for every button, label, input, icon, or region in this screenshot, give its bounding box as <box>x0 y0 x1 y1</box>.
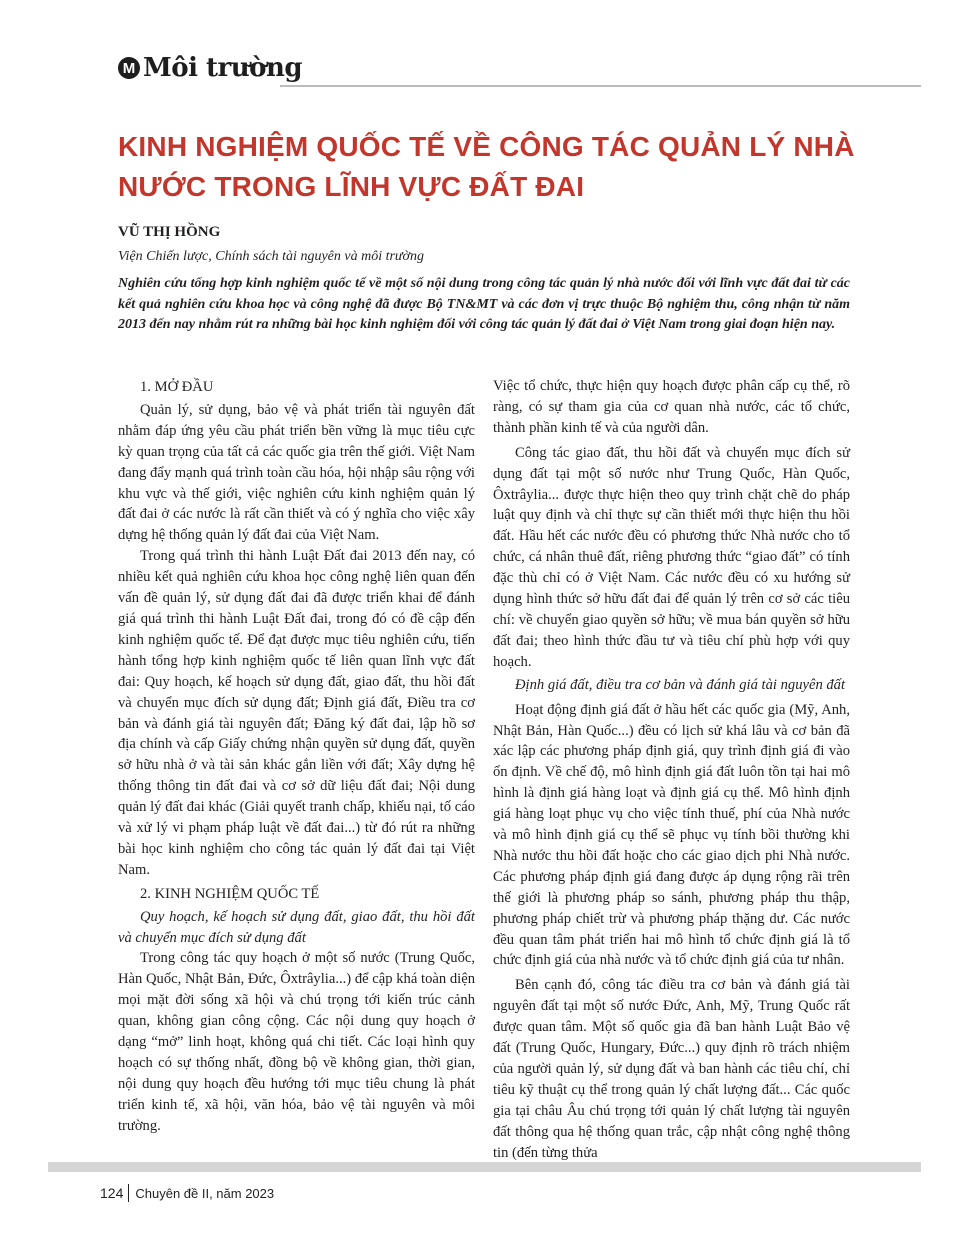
author-affiliation: Viện Chiến lược, Chính sách tài nguyên và môi trường <box>118 249 425 264</box>
paragraph: Việc tổ chức, thực hiện quy hoạch được phân cấp cụ thể, rõ ràng, có sự tham gia của cơ quan nhà nước, các tổ chức, thành phần kinh tế và của người dân. <box>493 378 850 436</box>
paragraph: Trong quá trình thi hành Luật Đất đai 2013 đến nay, có nhiều kết quả nghiên cứu khoa học công nghệ liên quan đến vấn đề quản lý, sử dụng đất đai đã được triển khai để đánh giá quá trình thi hành Luật Đất đai, trong đó có đề cập đến kinh nghiệm quốc tế. Để đạt được mục tiêu nghiên cứu, tiến hành tổng hợp kinh nghiệm quốc tế liên quan lĩnh vực đất đai: Quy hoạch, kế hoạch sử dụng đất, giao đất, thu hồi đất và chuyển mục đích sử dụng đất; Định giá đất, Điều tra cơ bản và đánh giá tài nguyên đất; Đăng ký đất đai, lập hồ sơ địa chính và cấp Giấy chứng nhận quyền sử dụng đất, quyền sở hữu nhà ở và tài sản khác gắn liền với đất; Xây dựng hệ thống thông tin đất đai và cơ sở dữ liệu đất đai; Nội dung quản lý đất đai khác (Giải quyết tranh chấp, khiếu nại, tố cáo và xử lý vi phạm pháp luật về đất đai...) từ đó rút ra những bài học kinh nghiệm cho công tác quản lý đất đai tại Việt Nam. <box>118 548 475 878</box>
section-heading-international: 2. KINH NGHIỆM QUỐC TẾ <box>140 885 320 902</box>
right-column <box>493 376 850 1164</box>
paragraph: Quản lý, sử dụng, bảo vệ và phát triển tài nguyên đất nhằm đáp ứng yêu cầu phát triển bền vững là mục tiêu cực kỳ quan trọng của tất cả các quốc gia trên thế giới. Việt Nam đang đẩy mạnh quá trình toàn cầu hóa, hội nhập sâu rộng với khu vực và thế giới, việc nghiên cứu kinh nghiệm quản lý đất đai ở các nước là rất cần thiết và có ý nghĩa cho việc xây dựng hệ thống quản lý đất đai của Việt Nam. <box>118 401 475 544</box>
footer-bar <box>48 1162 921 1172</box>
section-header <box>118 48 302 88</box>
section-name: Môi trường <box>143 53 303 83</box>
page-footer <box>100 1184 274 1202</box>
article-title: KINH NGHIỆM QUỐC TẾ VỀ CÔNG TÁC QUẢN LÝ NHÀ NƯỚC TRONG LĨNH VỰC ĐẤT ĐAI <box>118 131 855 202</box>
paragraph: Bên cạnh đó, công tác điều tra cơ bản và đánh giá tài nguyên đất tại một số nước Đức, Anh, Mỹ, Trung Quốc rất được quan tâm. Một số quốc gia đã ban hành Luật Bảo vệ đất (Trung Quốc, Hungary, Đức...) quy định rõ trách nhiệm của người quản lý, sử dụng đất và ban hành các tiêu chí, chỉ tiêu kỹ thuật cụ thể trong quản lý chất lượng đất... Các quốc gia tại châu Âu chú trọng tới quản lý chất lượng tài nguyên đất thông qua hệ thống quan trắc, cập nhật công nghệ thông tin (đến từng thửa <box>493 977 850 1161</box>
subheading: Quy hoạch, kế hoạch sử dụng đất, giao đất, thu hồi đất và chuyển mục đích sử dụng đất <box>118 908 475 946</box>
abstract: Nghiên cứu tổng hợp kinh nghiệm quốc tế về một số nội dung trong công tác quản lý nhà nước đối với lĩnh vực đất đai từ các kết quả nghiên cứu khoa học và công nghệ đã được Bộ TN&MT và các đơn vị trực thuộc Bộ nghiệm thu, công nhận từ năm 2013 đến nay nhằm rút ra những bài học kinh nghiệm đối với công tác quản lý đất đai ở Việt Nam trong giai đoạn hiện nay. <box>118 276 850 332</box>
header-rule <box>280 85 921 87</box>
paragraph: Hoạt động định giá đất ở hầu hết các quốc gia (Mỹ, Anh, Nhật Bản, Hàn Quốc...) đều có lịch sử khá lâu và cơ bản đã xác lập các phương pháp định giá, quy trình định giá đi vào ổn định. Về chế độ, mô hình định giá đất luôn tồn tại hai mô hình là định giá hàng loạt và định giá cụ thể. Mô hình định giá hàng loạt phục vụ cho việc tính thuế, phí của Nhà nước và mô hình định giá cụ thể sẽ phục vụ tính bồi thường khi Nhà nước thu hồi đất hoặc cho các giao dịch phi Nhà nước. Các phương pháp định giá đang được áp dụng rộng rãi trên thế giới là phương pháp so sánh, phương pháp thu thập, phương pháp chiết trừ và phương pháp thặng dư. Các nước đều quan tâm phát triển hai mô hình tổ chức định giá là tổ chức định giá của nhà nước và tổ chức định giá của tư nhân. <box>493 701 850 969</box>
subheading: Định giá đất, điều tra cơ bản và đánh giá tài nguyên đất <box>515 676 846 693</box>
paragraph: Công tác giao đất, thu hồi đất và chuyển mục đích sử dụng đất tại một số nước như Trung Quốc, Hàn Quốc, Ôxtrâylia... được thực hiện theo quy trình chặt chẽ do pháp luật quy định và chỉ thực sự cần thiết mới thực hiện thu hồi đất. Hầu hết các nước đều có phương thức Nhà nước cho tổ chức, cá nhân thuê đất, riêng phương thức “giao đất” có tính đặc thù chỉ có ở Việt Nam. Các nước đều có xu hướng sử dụng hình thức sở hữu đất đai để quản lý trên cơ sở các tiêu chí: về chuyển giao quyền sở hữu; về mua bán quyền sở hữu đất đai; theo hình thức đầu tư và tiêu chí phù hợp với quy hoạch. <box>493 444 850 670</box>
author-name: VŨ THỊ HỒNG <box>118 224 221 240</box>
left-column <box>118 374 475 1137</box>
paragraph: Trong công tác quy hoạch ở một số nước (Trung Quốc, Hàn Quốc, Nhật Bản, Đức, Ôxtrâylia...) để cập khá toàn diện mọi mặt đời sống xã hội và chú trọng tới kiến trúc cảnh quan, không gian công cộng. Các nội dung quy hoạch ở dạng “mở” linh hoạt, không quá chi tiết. Các loại hình quy hoạch có sự thống nhất, đồng bộ về không gian, thời gian, nội dung quy hoạch đều hướng tới mục tiêu chung là phát triển kinh tế, xã hội, văn hóa, bảo vệ tài nguyên và môi trường. <box>118 950 475 1134</box>
section-logo-icon: M <box>118 57 140 79</box>
issue-label: Chuyên đề II, năm 2023 <box>135 1185 275 1201</box>
page-number: 124 <box>100 1185 124 1201</box>
section-heading-intro: 1. MỞ ĐẦU <box>140 379 214 395</box>
footer-divider <box>128 1184 129 1202</box>
